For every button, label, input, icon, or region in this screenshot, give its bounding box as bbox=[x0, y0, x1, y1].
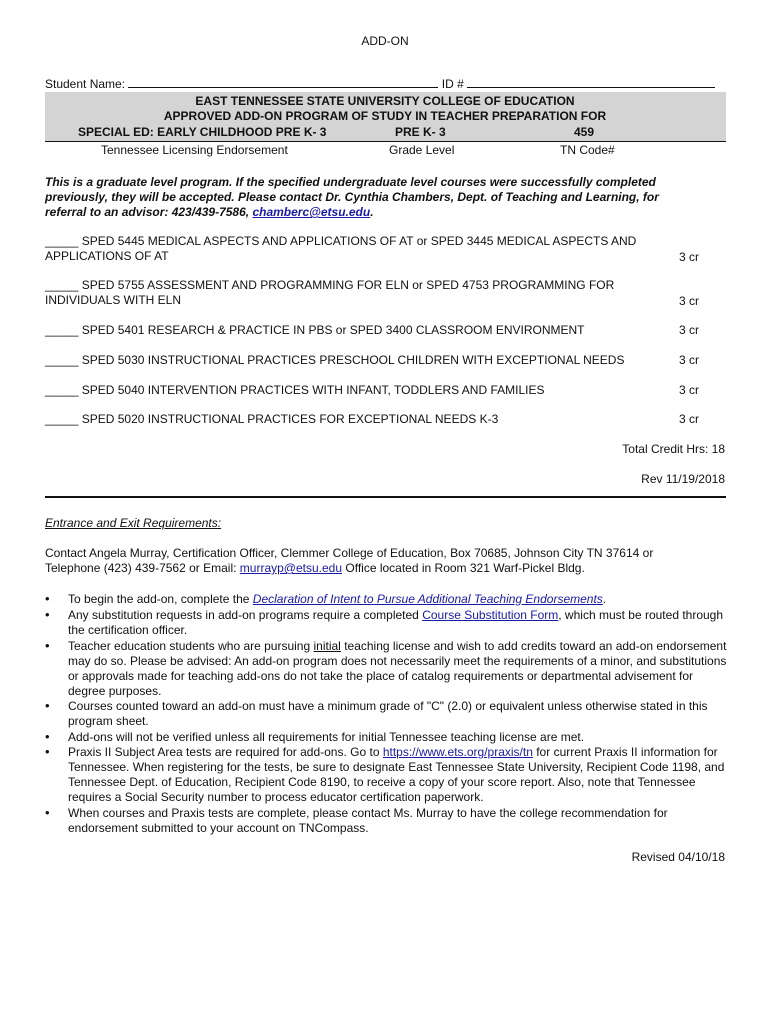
course-1-credits: 3 cr bbox=[679, 250, 700, 264]
bullet-5-marker: • bbox=[45, 729, 50, 744]
id-field[interactable] bbox=[467, 77, 715, 88]
declaration-of-intent-link[interactable]: Declaration of Intent to Pursue Additional Teaching Endorsements bbox=[252, 592, 603, 606]
course-6-credits: 3 cr bbox=[679, 412, 700, 426]
course-6-line-1: _____ SPED 5020 INSTRUCTIONAL PRACTICES FOR EXCEPTIONAL NEEDS K-3 bbox=[45, 412, 499, 426]
contact-line-2-text: Telephone (423) 439-7562 or Email: bbox=[45, 561, 240, 575]
bullet-6-pre: Praxis II Subject Area tests are required for add-ons. Go to bbox=[68, 745, 383, 759]
course-1-line-2: APPLICATIONS OF AT bbox=[45, 249, 169, 263]
course-1-line-1: _____ SPED 5445 MEDICAL ASPECTS AND APPLICATIONS OF AT or SPED 3445 MEDICAL ASPECTS AND bbox=[45, 234, 637, 248]
section-divider bbox=[45, 496, 726, 498]
program-caption: Tennessee Licensing Endorsement bbox=[101, 143, 288, 157]
course-4-line-1: _____ SPED 5030 INSTRUCTIONAL PRACTICES PRESCHOOL CHILDREN WITH EXCEPTIONAL NEEDS bbox=[45, 353, 625, 367]
course-5-line-1: _____ SPED 5040 INTERVENTION PRACTICES WITH INFANT, TODDLERS AND FAMILIES bbox=[45, 383, 545, 397]
bullet-2-marker: • bbox=[45, 607, 50, 622]
contact-line-2 bbox=[45, 561, 585, 575]
contact-line-1: Contact Angela Murray, Certification Officer, Clemmer College of Education, Box 70685, Johnson City TN 37614 or bbox=[45, 546, 654, 560]
course-5-credits: 3 cr bbox=[679, 383, 700, 397]
course-3-credits: 3 cr bbox=[679, 323, 700, 337]
bullet-3-post: teaching license and wish to add credits toward an add-on endorsement may do so. Please be advised: An add-on program does not necessarily meet the requirements of a minor, and substitutions or approvals made for teaching add-ons do not take the place of catalog requirements or departmental advisement for degree purposes. bbox=[68, 639, 727, 698]
bullet-1-pre: To begin the add-on, complete the bbox=[68, 592, 253, 606]
course-2-line-2: INDIVIDUALS WITH ELN bbox=[45, 293, 182, 307]
course-3-line-1: _____ SPED 5401 RESEARCH & PRACTICE IN PBS or SPED 3400 CLASSROOM ENVIRONMENT bbox=[45, 323, 585, 337]
intro-line-3 bbox=[45, 205, 374, 219]
bullet-2-pre: Any substitution requests in add-on programs require a completed bbox=[68, 608, 423, 622]
course-4-credits: 3 cr bbox=[679, 353, 700, 367]
bullet-6-marker: • bbox=[45, 744, 50, 759]
office-location-text: Office located in Room 321 Warf-Pickel Bldg. bbox=[342, 561, 585, 575]
bullet-4-marker: • bbox=[45, 698, 50, 713]
course-2-credits: 3 cr bbox=[679, 294, 700, 308]
intro-period: . bbox=[370, 205, 374, 219]
student-name-row bbox=[45, 77, 715, 91]
bullet-3-marker: • bbox=[45, 638, 50, 653]
intro-line-1: This is a graduate level program. If the specified undergraduate level courses were successfully completed bbox=[45, 175, 656, 189]
intro-line-3-text: referral to an advisor: 423/439-7586, bbox=[45, 205, 253, 219]
requirements-heading: Entrance and Exit Requirements: bbox=[45, 516, 222, 530]
tn-code-caption: TN Code# bbox=[560, 143, 615, 157]
tn-code-value: 459 bbox=[574, 125, 595, 139]
student-name-field[interactable] bbox=[128, 77, 438, 88]
bullet-6-post: for current Praxis II information for Tennessee. When registering for the tests, be sure to designate East Tennessee State University, Recipient Code 1198, and Tennessee Dept. of Education, Recipient Code 8190, to receive a copy of your score report. Also, note that Tennessee requires a Social Security number to process educator certification paperwork. bbox=[68, 745, 725, 804]
doc-top-title: ADD-ON bbox=[361, 34, 409, 48]
bullet-5-text: Add-ons will not be verified unless all requirements for initial Tennessee teaching license are met. bbox=[68, 730, 585, 744]
bullet-3-initial: initial bbox=[313, 639, 341, 653]
grade-level-value: PRE K- 3 bbox=[395, 125, 446, 139]
student-name-label: Student Name: bbox=[45, 77, 126, 91]
bullet-1-text bbox=[68, 592, 728, 607]
total-credit-hours: Total Credit Hrs: 18 bbox=[622, 442, 725, 456]
bullet-3-pre: Teacher education students who are pursuing bbox=[68, 639, 314, 653]
bullet-7-text: When courses and Praxis tests are complete, please contact Ms. Murray to have the college recommendation for endorsement submitted to your account on TNCompass. bbox=[68, 806, 668, 835]
revision-date: Rev 11/19/2018 bbox=[641, 472, 725, 486]
bullet-3-text bbox=[68, 639, 728, 699]
bullet-6-text bbox=[68, 745, 728, 805]
revised-date: Revised 04/10/18 bbox=[631, 850, 725, 864]
bullet-1-post: . bbox=[602, 592, 607, 606]
intro-line-2: previously, they will be accepted. Please contact Dr. Cynthia Chambers, Dept. of Teaching and Learning, for bbox=[45, 190, 659, 204]
course-2-line-1: _____ SPED 5755 ASSESSMENT AND PROGRAMMING FOR ELN or SPED 4753 PROGRAMMING FOR bbox=[45, 278, 615, 292]
header-line-2: APPROVED ADD-ON PROGRAM OF STUDY IN TEACHER PREPARATION FOR bbox=[163, 109, 607, 123]
bullet-7-marker: • bbox=[45, 805, 50, 820]
grade-level-caption: Grade Level bbox=[389, 143, 455, 157]
bullet-1-marker: • bbox=[45, 591, 50, 606]
id-label: ID # bbox=[441, 77, 464, 91]
praxis-tn-link[interactable]: https://www.ets.org/praxis/tn bbox=[382, 745, 533, 759]
certification-email-link[interactable]: murrayp@etsu.edu bbox=[239, 561, 343, 575]
header-divider bbox=[45, 141, 726, 142]
bullet-2-text bbox=[68, 608, 728, 638]
header-line-1: EAST TENNESSEE STATE UNIVERSITY COLLEGE OF EDUCATION bbox=[195, 94, 575, 108]
advisor-email-link[interactable]: chamberc@etsu.edu bbox=[252, 205, 371, 219]
program-name: SPECIAL ED: EARLY CHILDHOOD PRE K- 3 bbox=[78, 125, 327, 139]
course-substitution-form-link[interactable]: Course Substitution Form bbox=[422, 608, 559, 622]
bullet-4-text: Courses counted toward an add-on must have a minimum grade of "C" (2.0) or equivalent unless otherwise stated in this program sheet. bbox=[68, 699, 708, 728]
bullet-2-post: , which must be routed through the certification officer. bbox=[68, 608, 724, 637]
